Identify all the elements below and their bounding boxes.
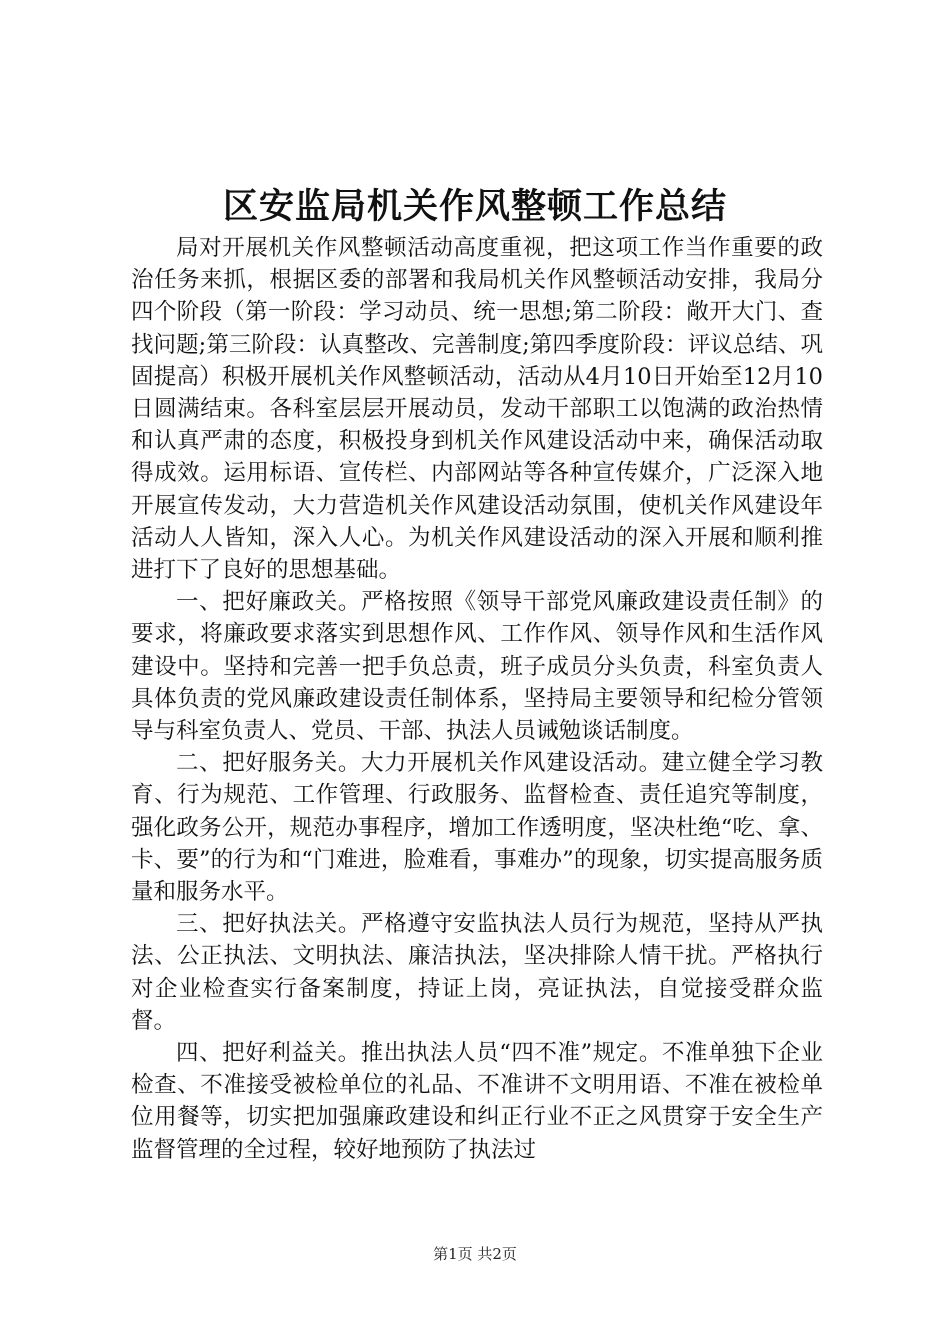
paragraph: 二、把好服务关。大力开展机关作风建设活动。建立健全学习教育、行为规范、工作管理、行政服务、监督检查、责任追究等制度，强化政务公开，规范办事程序，增加工作透明度，坚决杜绝“吃、拿、卡、要”的行为和“门难进，脸难看，事难办”的现象，切实提高服务质量和服务水平。 [131,750,823,906]
page-number-current: 第1页 [433,1245,473,1263]
paragraph: 四、把好利益关。推出执法人员“四不准”规定。不准单独下企业检查、不准接受被检单位的礼品、不准讲不文明用语、不准在被检单位用餐等，切实把加强廉政建设和纠正行业不正之风贯穿于安全生产监督管理的全过程，较好地预防了执法过 [131,1040,823,1163]
page-footer [0,1244,950,1264]
page-number-total: 共2页 [477,1245,517,1263]
paragraph: 一、把好廉政关。严格按照《领导干部党风廉政建设责任制》的要求，将廉政要求落实到思想作风、工作作风、领导作风和生活作风建设中。坚持和完善一把手负总责，班子成员分头负责，科室负责人具体负责的党风廉政建设责任制体系，坚持局主要领导和纪检分管领导与科室负责人、党员、干部、执法人员诫勉谈话制度。 [131,589,823,745]
paragraph: 三、把好执法关。严格遵守安监执法人员行为规范，坚持从严执法、公正执法、文明执法、廉洁执法，坚决排除人情干扰。严格执行对企业检查实行备案制度，持证上岗，亮证执法，自觉接受群众监督。 [131,911,823,1034]
page-title: 区安监局机关作风整顿工作总结 [222,186,727,227]
document-body [131,232,823,1166]
paragraph: 局对开展机关作风整顿活动高度重视，把这项工作当作重要的政治任务来抓，根据区委的部署和我局机关作风整顿活动安排，我局分四个阶段（第一阶段：学习动员、统一思想;第二阶段：敞开大门、查找问题;第三阶段：认真整改、完善制度;第四季度阶段：评议总结、巩固提高）积极开展机关作风整顿活动，活动从4月10日开始至12月10日圆满结束。各科室层层开展动员，发动干部职工以饱满的政治热情和认真严肃的态度，积极投身到机关作风建设活动中来，确保活动取得成效。运用标语、宣传栏、内部网站等各种宣传媒介，广泛深入地开展宣传发动，大力营造机关作风建设活动氛围，使机关作风建设年活动人人皆知，深入人心。为机关作风建设活动的深入开展和顺利推进打下了良好的思想基础。 [131,235,823,584]
